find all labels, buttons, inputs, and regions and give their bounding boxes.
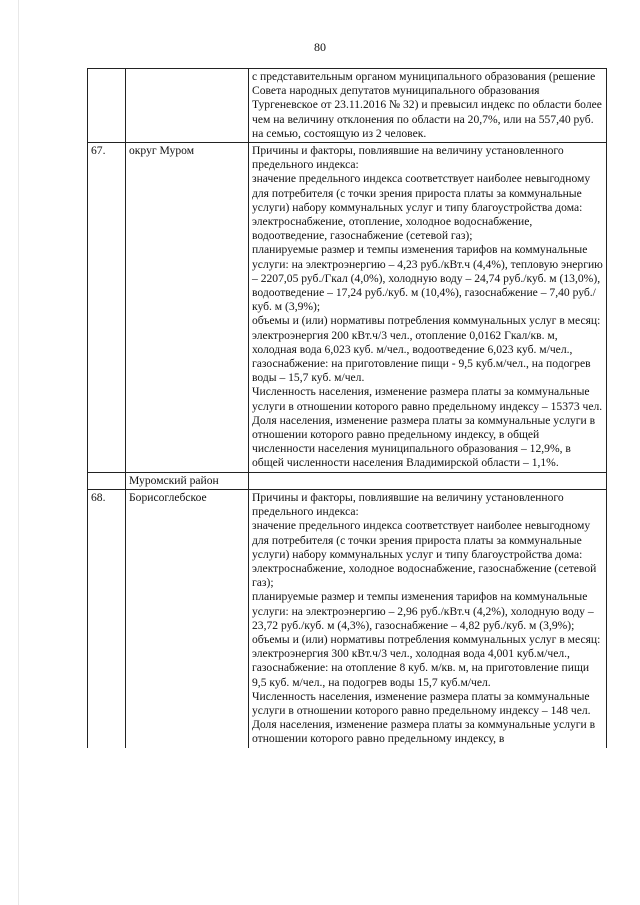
row-description: с представительным органом муниципального образования (решение Совета народных депутатов муниципального образования Тургеневское от 23.11.2016 № 32) и превысил индекс по области более чем на величину отклонения по области на 20,7%, или на 557,40 руб. на семью, состоящую из 2 человек. bbox=[249, 69, 607, 143]
row-description: Причины и факторы, повлиявшие на величину установленного предельного индекса: значение предельного индекса соответствует наиболее невыгодному для потребителя (с точки зрения прироста платы за коммунальные услуги) набору коммунальных услуг и типу благоустройства дома: электроснабжение, холодное водоснабжение, газоснабжение (сетевой газ); планируемые размер и темпы изменения тарифов на коммунальные услуги: на электроэнергию – 2,96 руб./кВт.ч (4,2%), холодную воду – 23,72 руб./куб. м (4,3%), газоснабжение – 4,82 руб./куб. м (3,9%); объемы и (или) нормативы потребления коммунальных услуг в месяц: электроэнергия 300 кВт.ч/3 чел., холодная вода 4,001 куб.м/чел., газоснабжение: на отопление 8 куб. м/кв. м, на приготовление пищи 9,5 куб. м/чел., на подогрев воды 15,7 куб.м/чел. Численность населения, изменение размера платы за коммунальные услуги в отношении которого равно предельному индексу – 148 чел. Доля населения, изменение размера платы за коммунальные услуги в отношении которого равно предельному индексу, в bbox=[249, 489, 607, 747]
municipal-index-table bbox=[87, 68, 607, 748]
table-row bbox=[88, 69, 607, 143]
scan-edge bbox=[18, 0, 19, 905]
page-number: 80 bbox=[314, 40, 326, 54]
table-row bbox=[88, 489, 607, 747]
municipality-name: округ Муром bbox=[126, 143, 249, 473]
row-number bbox=[88, 472, 126, 489]
table-row bbox=[88, 472, 607, 489]
municipality-name bbox=[126, 69, 249, 143]
row-description: Причины и факторы, повлиявшие на величину установленного предельного индекса: значение предельного индекса соответствует наиболее невыгодному для потребителя (с точки зрения прироста платы за коммунальные услуги) набору коммунальных услуг и типу благоустройства дома: электроснабжение, отопление, холодное водоснабжение, водоотведение, газоснабжение (сетевой газ); планируемые размер и темпы изменения тарифов на коммунальные услуги: на электроэнергию – 4,23 руб./кВт.ч (4,4%), тепловую энергию – 2207,05 руб./Гкал (4,0%), холодную воду – 24,74 руб./куб. м (13,0%), водоотведение – 17,24 руб./куб. м (10,4%), газоснабжение – 7,40 руб./куб. м (3,9%); объемы и (или) нормативы потребления коммунальных услуг в месяц: электроэнергия 200 кВт.ч/3 чел., отопление 0,0162 Гкал/кв. м, холодная вода 6,023 куб. м/чел., водоотведение 6,023 куб. м/чел., газоснабжение: на приготовление пищи - 9,5 куб.м/чел., на подогрев воды – 15,7 куб. м/чел. Численность населения, изменение размера платы за коммунальные услуги в отношении которого равно предельному индексу – 15373 чел. Доля населения, изменение размера платы за коммунальные услуги в отношении которого равно предельному индексу, в общей численности населения муниципального образования – 12,9%, в общей численности населения Владимирской области – 1,1%. bbox=[249, 143, 607, 473]
municipality-name: Борисоглебское bbox=[126, 489, 249, 747]
row-number: 67. bbox=[88, 143, 126, 473]
row-description bbox=[249, 472, 607, 489]
district-heading: Муромский район bbox=[126, 472, 249, 489]
table-row bbox=[88, 143, 607, 473]
row-number bbox=[88, 69, 126, 143]
row-number: 68. bbox=[88, 489, 126, 747]
